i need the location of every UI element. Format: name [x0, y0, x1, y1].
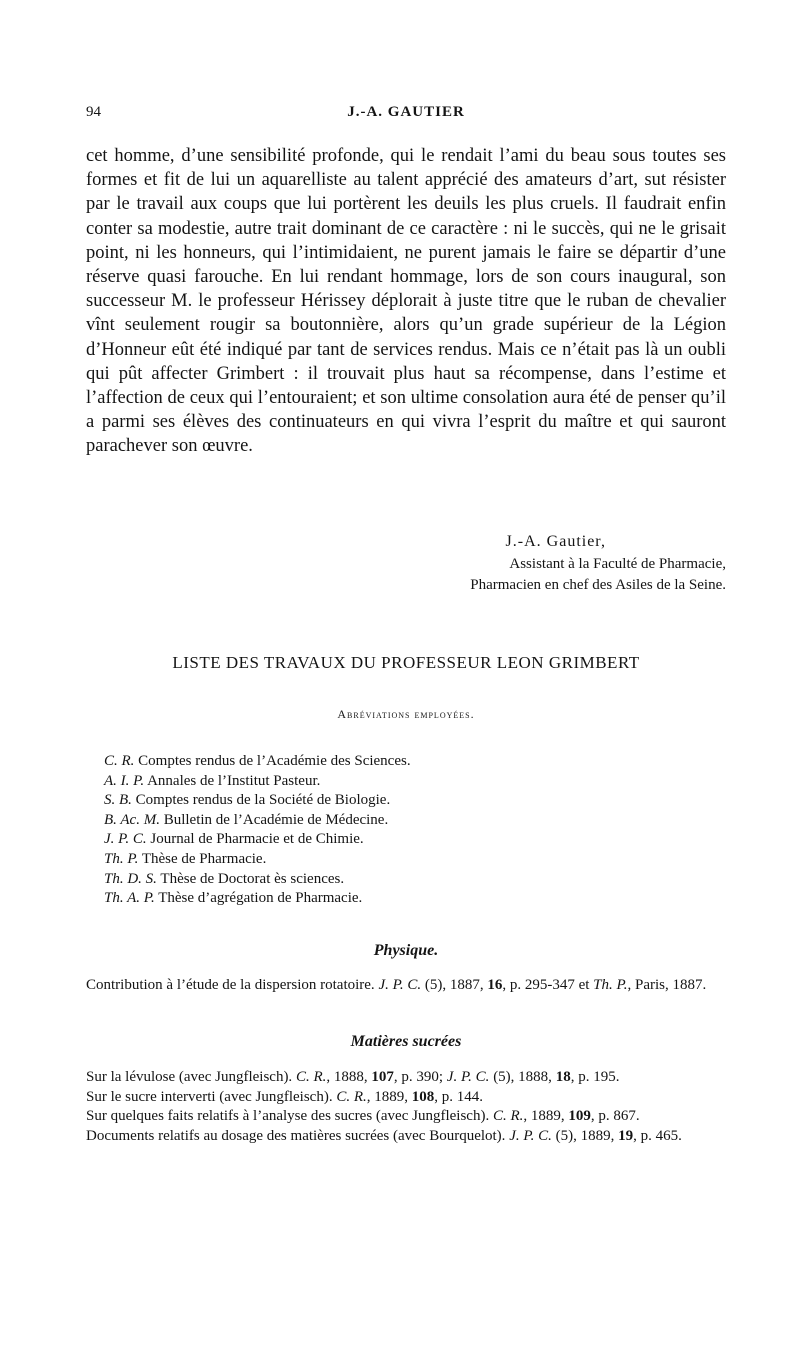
abbreviation-item [104, 830, 411, 850]
abbreviation-item [104, 850, 411, 870]
abbreviation-meaning: Thèse de Doctorat ès sciences. [160, 870, 345, 887]
abbreviation-key: J. P. C. [104, 831, 147, 848]
reference-entry: Sur la lévulose (avec Jungfleisch). C. R., 1888, 107, p. 390; J. P. C. (5), 1888, 18, p. 195. [86, 1069, 620, 1085]
abbreviation-key: C. R. [104, 753, 135, 769]
abbreviation-meaning: Bulletin de l’Académie de Médecine. [163, 811, 389, 828]
abbreviation-key: A. I. P. [104, 772, 145, 789]
abbreviation-item [104, 791, 411, 811]
reference-entry: Documents relatifs au dosage des matières sucrées (avec Bourquelot). J. P. C. (5), 1889, 19, p. 465. [86, 1127, 682, 1144]
abbreviations-list [104, 752, 411, 909]
abbreviation-item [104, 870, 411, 890]
reference-entry: Contribution à l’étude de la dispersion rotatoire. J. P. C. (5), 1887, 16, p. 295-347 et Th. P., Paris, 1887. [86, 977, 707, 993]
abbreviation-meaning: Thèse de Pharmacie. [141, 850, 267, 867]
abbreviation-key: Th. P. [104, 850, 139, 867]
abbreviation-item [104, 811, 411, 831]
abbreviation-meaning: Thèse d’agrégation de Pharmacie. [158, 890, 363, 907]
section-heading-matieres-sucrees: Matières sucrées [350, 1033, 462, 1050]
running-head: J.-A. GAUTIER [347, 104, 465, 120]
abbreviation-item [104, 889, 411, 909]
abbreviation-item [104, 752, 411, 772]
abbreviation-meaning: Comptes rendus de la Société de Biologie. [135, 792, 391, 809]
page-number: 94 [86, 104, 101, 120]
abbreviation-key: Th. D. S. [104, 870, 157, 887]
abbreviation-key: S. B. [104, 792, 132, 809]
signature-affiliation: Pharmacien en chef des Asiles de la Seine. [470, 577, 726, 593]
reference-entry: Sur quelques faits relatifs à l’analyse des sucres (avec Jungfleisch). C. R., 1889, 109, p. 867. [86, 1108, 640, 1125]
references-physique [86, 976, 726, 996]
references-matieres-sucrees [86, 1068, 726, 1146]
signature-block [86, 530, 726, 596]
body-paragraph: cet homme, d’une sensibilité profonde, qui le rendait l’ami du beau sous toutes ses formes et fit de lui un aquarelliste au talent apprécié des amateurs d’art, sut résister par le travail aux coups que lui portèrent les deuils les plus cruels. Il faudrait enfin conter sa modestie, autre trait dominant de ce caractère : ni le succès, qui ne le grisait point, ni les honneurs, qui l’intimidaient, ne purent jamais le faire se départir d’une réserve quasi farouche. En lui rendant hommage, lors de son cours inaugural, son successeur M. le professeur Hérissey déplorait à juste titre que le ruban de chevalier vînt seulement rougir sa boutonnière, alors qu’un grade supérieur de la Légion d’Honneur eût été indiqué par tant de services rendus. Mais ce n’était pas là un oubli qui pût affecter Grimbert : il trouvait plus haut sa récompense, dans l’estime et l’affection de ceux qui l’entouraient; et son ultime consolation aura été de penser qu’il a parmi ses élèves des continuateurs en qui vivra l’esprit du maître et qui sauront parachever son œuvre. [86, 146, 726, 457]
abbreviations-title: Abréviations employées. [337, 707, 475, 721]
page-header [86, 104, 726, 128]
abbreviation-meaning: Comptes rendus de l’Académie des Sciences. [138, 753, 411, 769]
signature-name: J.-A. Gautier, [505, 533, 606, 550]
abbreviation-meaning: Annales de l’Institut Pasteur. [147, 772, 321, 789]
signature-title: Assistant à la Faculté de Pharmacie, [509, 556, 726, 572]
section-heading-physique: Physique. [373, 942, 439, 959]
reference-entry: Sur le sucre interverti (avec Jungfleisch). C. R., 1889, 108, p. 144. [86, 1088, 483, 1105]
abbreviation-item [104, 772, 411, 792]
abbreviation-key: B. Ac. M. [104, 811, 160, 828]
body-paragraph-block [86, 144, 726, 459]
works-list-title: LISTE DES TRAVAUX DU PROFESSEUR LEON GRIMBERT [172, 653, 640, 672]
abbreviation-key: Th. A. P. [104, 890, 155, 907]
abbreviation-meaning: Journal de Pharmacie et de Chimie. [150, 831, 364, 848]
